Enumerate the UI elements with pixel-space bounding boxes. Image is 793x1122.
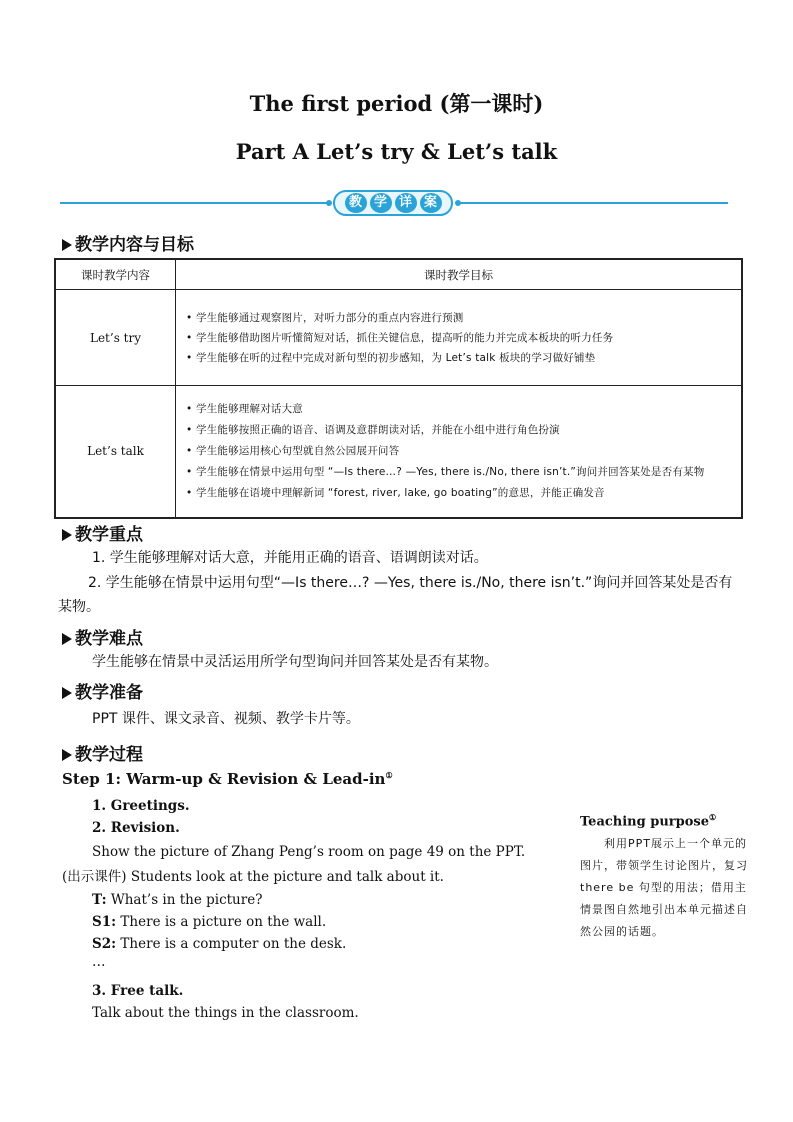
triangle-icon bbox=[62, 687, 72, 699]
preparation-text: PPT 课件、课文录音、视频、教学卡片等。 bbox=[92, 711, 360, 727]
triangle-icon bbox=[62, 633, 72, 645]
section-heading-difficulty: 教学难点 bbox=[62, 624, 143, 649]
key-point-2: 2. 学生能够在情景中运用句型“—Is there…? —Yes, there is./No, there isn’t.”询问并回答某处是否有某物。 bbox=[58, 575, 733, 615]
banner-dot-left bbox=[326, 200, 332, 206]
goal-item: • 学生能够理解对话大意 bbox=[186, 399, 735, 420]
dialogue-line: T: What’s in the picture? bbox=[92, 892, 263, 908]
section-heading-process: 教学过程 bbox=[62, 740, 143, 765]
row-goals bbox=[176, 290, 743, 386]
goal-item: • 学生能够在情景中运用句型 “—Is there…? —Yes, there is./No, there isn’t.”询问并回答某处是否有某物 bbox=[186, 462, 735, 483]
step-title: Step 1: Warm-up & Revision & Lead-in① bbox=[62, 770, 393, 788]
dialogue-line: S1: There is a picture on the wall. bbox=[92, 914, 327, 930]
revision-text: Show the picture of Zhang Peng’s room on page 49 on the PPT. (出示课件) Students look at the picture and talk about it. bbox=[62, 844, 526, 885]
banner-char: 详 bbox=[395, 193, 417, 213]
table-header-content: 课时教学内容 bbox=[55, 259, 176, 290]
teaching-purpose-text: 利用PPT展示上一个单元的图片，带领学生讨论图片，复习 there be 句型的用法；借用主情景图自然地引出本单元描述自然公园的话题。 bbox=[580, 837, 748, 938]
difficulty-text: 学生能够在情景中灵活运用所学句型询问并回答某处是否有某物。 bbox=[92, 654, 498, 670]
goal-item: • 学生能够通过观察图片，对听力部分的重点内容进行预测 bbox=[186, 308, 735, 328]
section-banner bbox=[333, 190, 453, 216]
banner-char: 案 bbox=[420, 193, 442, 213]
table-header-goals: 课时教学目标 bbox=[176, 259, 743, 290]
goal-item: • 学生能够按照正确的语音、语调及意群朗读对话，并能在小组中进行角色扮演 bbox=[186, 420, 735, 441]
goal-item: • 学生能够运用核心句型就自然公园展开问答 bbox=[186, 441, 735, 462]
section-heading-key-points: 教学重点 bbox=[62, 520, 143, 545]
row-label: Let’s talk bbox=[55, 386, 176, 518]
banner-line-right bbox=[456, 202, 728, 204]
goal-item: • 学生能够借助图片听懂简短对话，抓住关键信息，提高听的能力并完成本板块的听力任务 bbox=[186, 328, 735, 348]
free-talk-text: Talk about the things in the classroom. bbox=[92, 1005, 359, 1021]
goal-item: • 学生能够在听的过程中完成对新句型的初步感知，为 Let’s talk 板块的学习做好铺垫 bbox=[186, 348, 735, 368]
dialogue-line: S2: There is a computer on the desk. bbox=[92, 936, 347, 952]
page-subtitle: Part A Let’s try & Let’s talk bbox=[235, 139, 558, 164]
footnote-mark: ① bbox=[385, 770, 393, 780]
banner-char: 学 bbox=[370, 193, 392, 213]
ellipsis: … bbox=[92, 954, 106, 970]
table-header-row bbox=[55, 259, 742, 290]
key-point-1: 1. 学生能够理解对话大意，并能用正确的语音、语调朗读对话。 bbox=[92, 550, 488, 566]
row-label: Let’s try bbox=[55, 290, 176, 386]
section-heading-goals: 教学内容与目标 bbox=[62, 230, 194, 255]
table-row bbox=[55, 290, 742, 386]
triangle-icon bbox=[62, 529, 72, 541]
greetings: 1. Greetings. bbox=[92, 798, 190, 814]
goal-item: • 学生能够在语境中理解新词 “forest, river, lake, go boating”的意思，并能正确发音 bbox=[186, 483, 735, 504]
section-heading-preparation: 教学准备 bbox=[62, 678, 143, 703]
row-goals bbox=[176, 386, 743, 518]
free-talk: 3. Free talk. bbox=[92, 983, 184, 999]
revision: 2. Revision. bbox=[92, 820, 180, 836]
objectives-table bbox=[54, 258, 743, 519]
teaching-purpose-title: Teaching purpose① bbox=[580, 812, 717, 830]
page-title: The first period (第一课时) bbox=[249, 91, 544, 116]
banner-line-left bbox=[60, 202, 330, 204]
triangle-icon bbox=[62, 239, 72, 251]
triangle-icon bbox=[62, 749, 72, 761]
table-row bbox=[55, 386, 742, 518]
banner-char: 教 bbox=[345, 193, 367, 213]
